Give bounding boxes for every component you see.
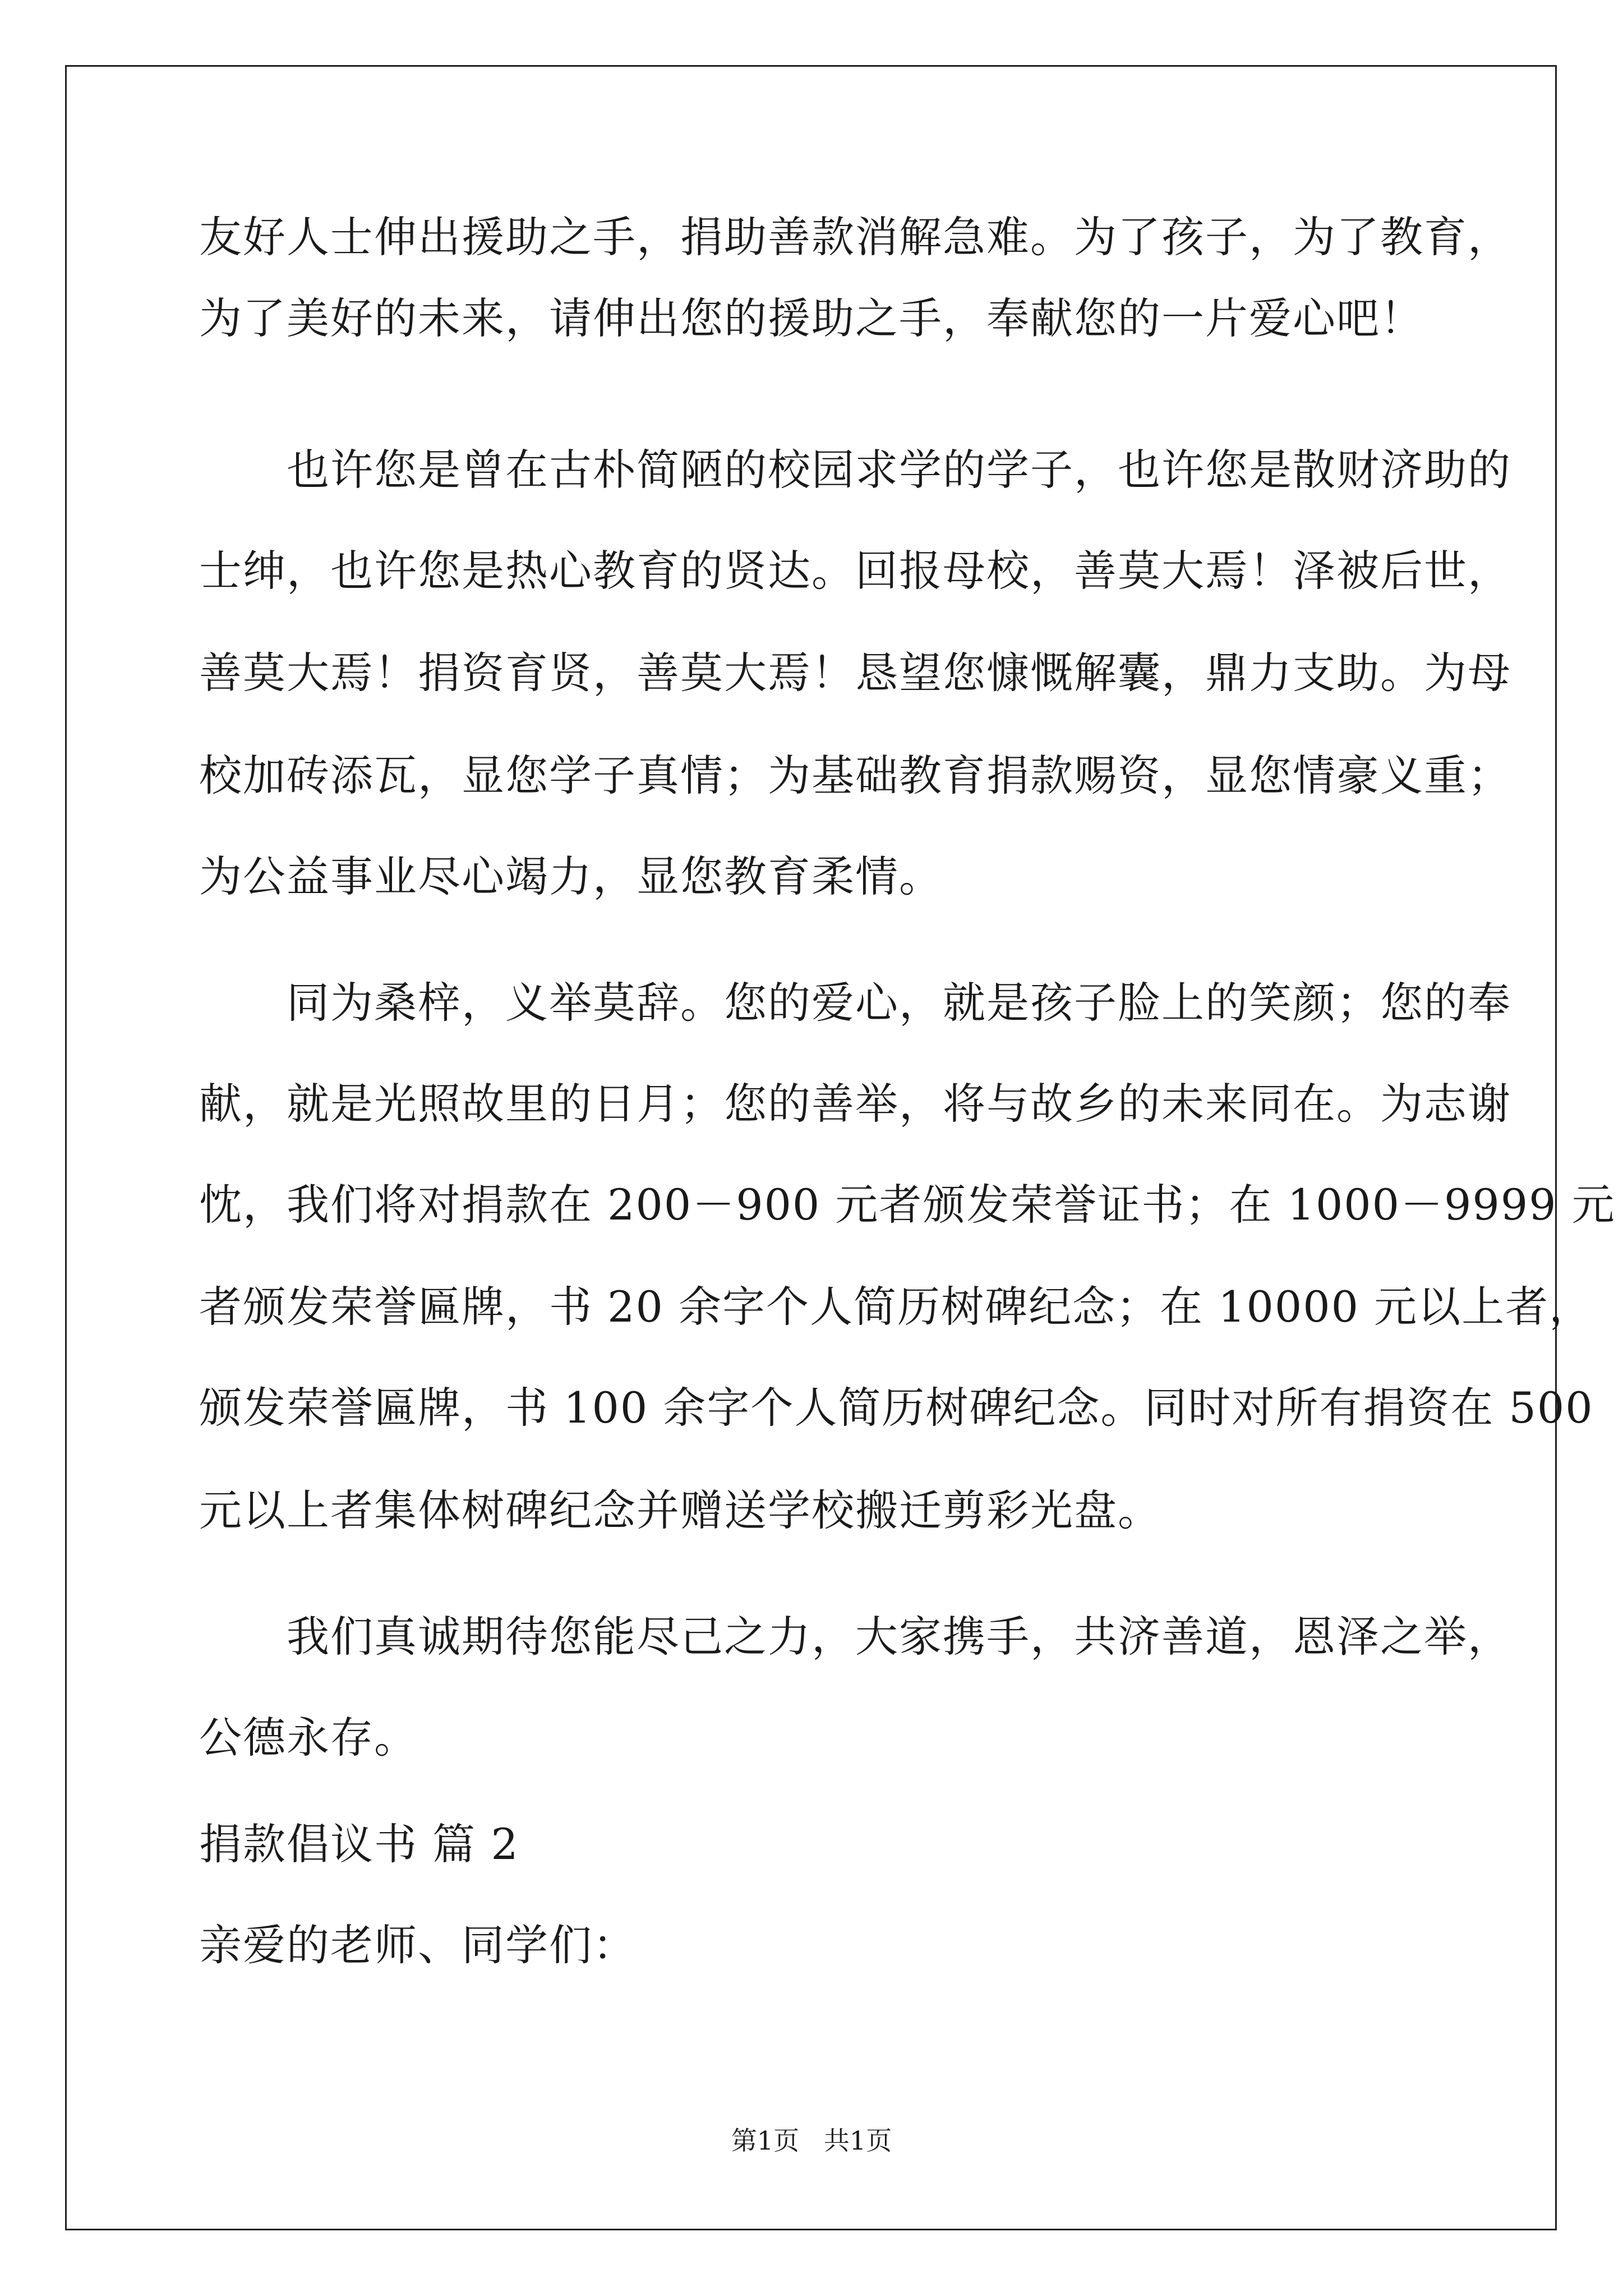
text-line: 颁发荣誉匾牌，书 100 余字个人简历树碑纪念。同时对所有捐资在 500 (199, 1383, 1594, 1433)
text-line: 为公益事业尽心竭力，显您教育柔情。 (199, 852, 943, 901)
text-line: 公德永存。 (199, 1713, 418, 1763)
page-footer: 第1页 共1页 (731, 2125, 892, 2156)
section-heading: 捐款倡议书 篇 2 (199, 1819, 519, 1869)
text-line: 者颁发荣誉匾牌，书 20 余字个人简历树碑纪念；在 10000 元以上者， (199, 1282, 1593, 1332)
page-frame (65, 65, 1557, 2230)
text-line: 士绅，也许您是热心教育的贤达。回报母校，善莫大焉！泽被后世， (199, 546, 1511, 596)
text-line: 献，就是光照故里的日月；您的善举，将与故乡的未来同在。为志谢 (199, 1079, 1511, 1129)
text-line: 忱，我们将对捐款在 200－900 元者颁发荣誉证书；在 1000－9999 元 (199, 1180, 1616, 1230)
salutation: 亲爱的老师、同学们： (199, 1920, 637, 1970)
text-line: 友好人士伸出援助之手，捐助善款消解急难。为了孩子，为了教育， (199, 212, 1511, 262)
text-line: 同为桑梓，义举莫辞。您的爱心，就是孩子脸上的笑颜；您的奉 (199, 978, 1511, 1028)
text-line: 也许您是曾在古朴简陋的校园求学的学子，也许您是散财济助的 (199, 445, 1511, 495)
text-line: 元以上者集体树碑纪念并赠送学校搬迁剪彩光盘。 (199, 1485, 1161, 1535)
text-line: 我们真诚期待您能尽己之力，大家携手，共济善道，恩泽之举， (199, 1612, 1511, 1662)
text-line: 为了美好的未来，请伸出您的援助之手，奉献您的一片爱心吧！ (199, 293, 1424, 343)
text-line: 校加砖添瓦，显您学子真情；为基础教育捐款赐资，显您情豪义重； (199, 751, 1511, 800)
text-line: 善莫大焉！捐资育贤，善莫大焉！恳望您慷慨解囊，鼎力支助。为母 (199, 648, 1511, 698)
